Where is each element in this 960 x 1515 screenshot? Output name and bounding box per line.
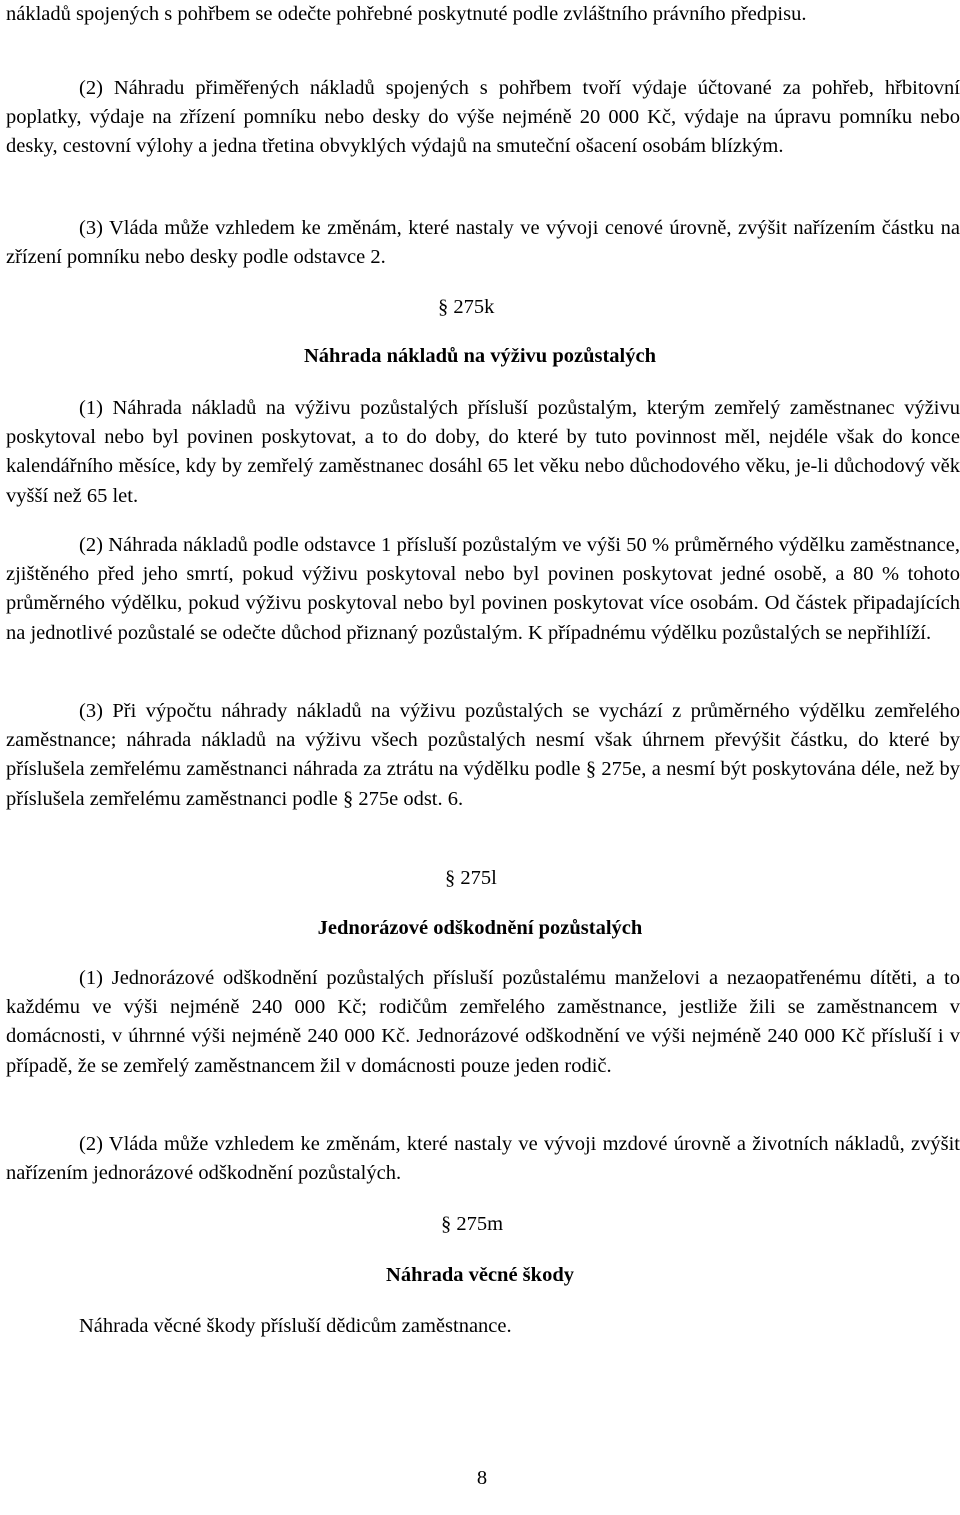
paragraph-275k-2: (2) Náhrada nákladů podle odstavce 1 přísluší pozůstalým ve výši 50 % průměrného výdělku zaměstnance, zjištěného před jeho smrtí, pokud výživu poskytoval nebo byl povinen poskytovat jedné osobě, a 80 % tohoto průměrného výdělku, pokud výživu poskytoval nebo byl povinen poskytovat více osobám. Od částek připadajících na jednotlivé pozůstalé se odečte důchod přiznaný pozůstalým. K případnému výdělku pozůstalých se nepřihlíží. — [6, 534, 960, 644]
page-number: 8 — [476, 1467, 488, 1489]
paragraph-275j-2: (2) Náhradu přiměřených nákladů spojených s pohřbem tvoří výdaje účtované za pohřeb, hřbitovní poplatky, výdaje na zřízení pomníku nebo desky do výše nejméně 20 000 Kč, výdaje na úpravu pomníku nebo desky, cestovní výlohy a jedna třetina obvyklých výdajů na smuteční ošacení osobám blízkým. — [6, 77, 960, 158]
paragraph-275m: Náhrada věcné škody přísluší dědicům zaměstnance. — [79, 1315, 512, 1337]
paragraph-275l-1: (1) Jednorázové odškodnění pozůstalých přísluší pozůstalému manželovi a nezaopatřenému dítěti, a to každému ve výši nejméně 240 000 Kč; rodičům zemřelého zaměstnance, jestliže žili se zaměstnancem v domácnosti, v úhrnné výši nejméně 240 000 Kč. Jednorázové odškodnění ve výši nejméně 240 000 Kč přísluší i v případě, že se zemřelý zaměstnancem žil v domácnosti pouze jeden rodič. — [6, 967, 960, 1077]
section-number-275k: § 275k — [438, 296, 495, 318]
section-number-275l: § 275l — [445, 867, 497, 889]
section-title-275k: Náhrada nákladů na výživu pozůstalých — [303, 345, 656, 367]
paragraph-275l-2: (2) Vláda může vzhledem ke změnám, které nastaly ve vývoji mzdové úrovně a životních nákladů, zvýšit nařízením jednorázové odškodnění pozůstalých. — [6, 1133, 960, 1185]
section-number-275m: § 275m — [441, 1213, 504, 1235]
section-title-275l: Jednorázové odškodnění pozůstalých — [317, 917, 643, 939]
paragraph-275j-3: (3) Vláda může vzhledem ke změnám, které nastaly ve vývoji cenové úrovně, zvýšit nařízením částku na zřízení pomníku nebo desky podle odstavce 2. — [6, 217, 960, 269]
continuation-paragraph: nákladů spojených s pohřbem se odečte pohřebné poskytnuté podle zvláštního právního předpisu. — [6, 3, 807, 25]
section-title-275m: Náhrada věcné škody — [386, 1264, 574, 1286]
paragraph-275k-3: (3) Při výpočtu náhrady nákladů na výživu pozůstalých se vychází z průměrného výdělku zemřelého zaměstnance; náhrada nákladů na výživu všech pozůstalých nesmí však úhrnem převýšit částku, do které by příslušela zemřelému zaměstnanci náhrada za ztrátu na výdělku podle § 275e, a nesmí být poskytována déle, než by příslušela zemřelému zaměstnanci podle § 275e odst. 6. — [6, 700, 960, 810]
paragraph-275k-1: (1) Náhrada nákladů na výživu pozůstalých přísluší pozůstalým, kterým zemřelý zaměstnanec výživu poskytoval nebo byl povinen poskytovat, a to do doby, do které by tuto povinnost měl, nejdéle však do konce kalendářního měsíce, kdy by zemřelý zaměstnanec dosáhl 65 let věku nebo důchodového věku, je-li důchodový věk vyšší než 65 let. — [6, 397, 960, 507]
